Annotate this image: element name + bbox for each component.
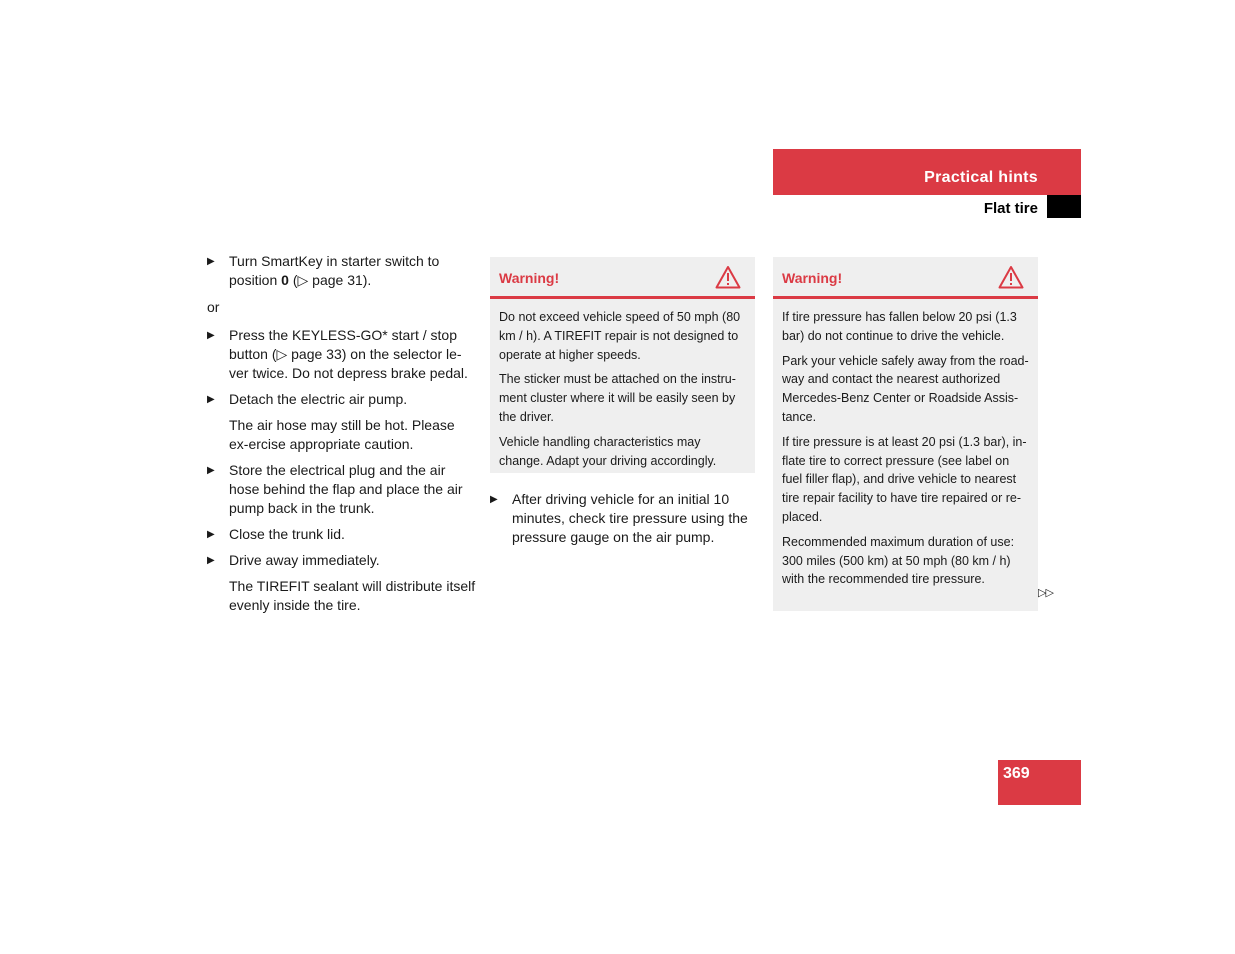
- triangle-right-icon: ▶: [207, 394, 215, 405]
- triangle-right-icon: ▶: [207, 465, 215, 476]
- subsection-title: Flat tire: [983, 200, 1038, 217]
- triangle-right-icon: ▶: [490, 494, 498, 505]
- step-bold-value: 0: [281, 272, 289, 288]
- warning-paragraph: If tire pressure has fallen below 20 psi (1.3 bar) do not continue to drive the vehicle.: [782, 310, 1017, 343]
- step-text: Turn SmartKey in starter switch to position: [229, 253, 440, 288]
- warning-title: Warning!: [499, 270, 560, 286]
- step-item: [490, 490, 755, 547]
- warning-title: Warning!: [782, 270, 843, 286]
- warning-header: [490, 257, 755, 299]
- triangle-right-icon: ▶: [207, 330, 215, 341]
- triangle-right-icon: ▶: [207, 529, 215, 540]
- warning-triangle-icon: [715, 265, 741, 294]
- left-column: [207, 252, 477, 622]
- warning-paragraph: Do not exceed vehicle speed of 50 mph (80 km / h). A TIREFIT repair is not designed to operate at higher speeds.: [499, 310, 741, 362]
- page-number: 369: [1003, 765, 1030, 782]
- step-text: Store the electrical plug and the air hose behind the flap and place the air pump back in the trunk.: [229, 462, 463, 516]
- section-title: Practical hints: [924, 169, 1038, 186]
- step-text: Close the trunk lid.: [229, 526, 345, 542]
- middle-column: [490, 490, 755, 554]
- warning-paragraph: The sticker must be attached on the instru-ment cluster where it will be easily seen by the driver.: [499, 372, 736, 424]
- continued-marker: ▷▷: [1038, 587, 1053, 599]
- or-text: or: [207, 299, 220, 315]
- step-text: After driving vehicle for an initial 10 minutes, check tire pressure using the pressure gauge on the air pump.: [512, 491, 748, 545]
- triangle-right-icon: ▶: [207, 555, 215, 566]
- warning-body: [490, 299, 755, 470]
- warning-paragraph: Park your vehicle safely away from the road-way and contact the nearest authorized Mercedes-Benz Center or Roadside Assis-tance.: [782, 353, 1029, 424]
- warning-paragraph: Vehicle handling characteristics may change. Adapt your driving accordingly.: [499, 434, 717, 468]
- step-note: The TIREFIT sealant will distribute itself evenly inside the tire.: [229, 578, 476, 613]
- step-page-ref: (▷ page 31).: [288, 272, 372, 288]
- thumb-tab: [1047, 195, 1081, 218]
- warning-header: [773, 257, 1038, 299]
- page-number-box: [998, 760, 1081, 805]
- step-text: Press the KEYLESS-GO* start / stop button (▷ page 33) on the selector le-ver twice. Do not depress brake pedal.: [229, 327, 468, 381]
- triangle-right-icon: ▶: [207, 256, 215, 267]
- warning-paragraph: If tire pressure is at least 20 psi (1.3 bar), in-flate tire to correct pressure (see label on fuel filler flap), and drive vehicle to nearest tire repair facility to have tire repaired or re-placed.: [782, 434, 1027, 524]
- step-item: [207, 551, 477, 570]
- warning-box: [490, 257, 755, 473]
- section-header-bar: [773, 149, 1081, 195]
- step-item: [207, 525, 477, 544]
- step-text: Drive away immediately.: [229, 552, 380, 568]
- warning-box: [773, 257, 1038, 611]
- step-text: Detach the electric air pump.: [229, 391, 408, 407]
- warning-triangle-icon: [998, 265, 1024, 294]
- step-item: [207, 326, 477, 383]
- step-note: The air hose may still be hot. Please ex-ercise appropriate caution.: [229, 417, 455, 452]
- warning-body: [773, 299, 1038, 589]
- step-item: [207, 461, 477, 518]
- step-item: [207, 252, 477, 290]
- warning-paragraph: Recommended maximum duration of use: 300 miles (500 km) at 50 mph (80 km / h) with the recommended tire pressure.: [782, 534, 1015, 587]
- step-item: [207, 390, 477, 409]
